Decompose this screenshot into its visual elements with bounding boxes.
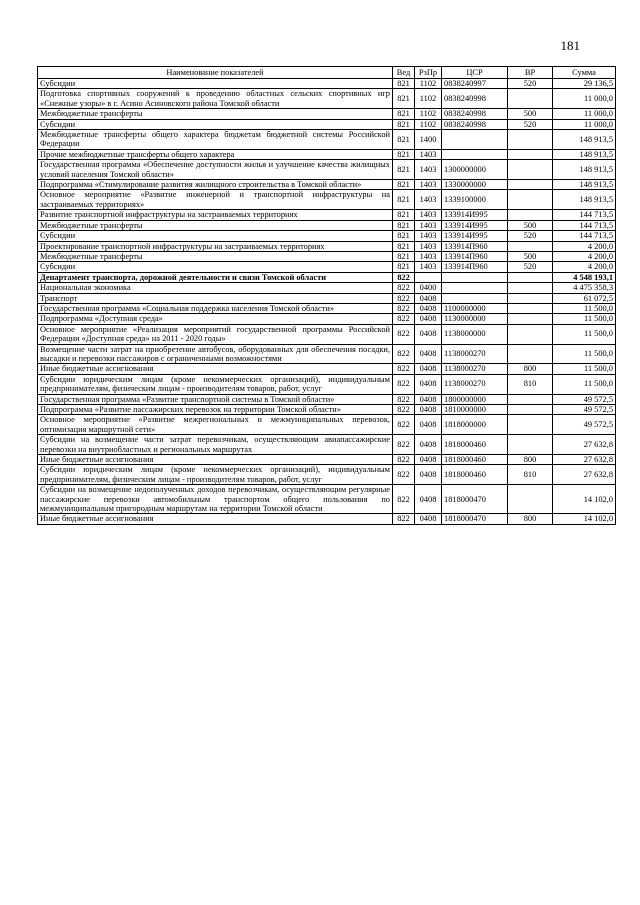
cell-rzpr: 1403 [415,262,442,272]
cell-rzpr: 0408 [415,303,442,313]
cell-csr: 133914И995 [442,210,508,220]
cell-ved: 821 [393,262,415,272]
cell-ved: 821 [393,89,415,109]
cell-rzpr: 0408 [415,394,442,404]
cell-ved: 822 [393,344,415,364]
cell-csr: 133914П960 [442,251,508,261]
table-row [38,119,616,129]
table-row [38,374,616,394]
cell-ved: 822 [393,324,415,344]
cell-name: Субсидии юридическим лицам (кроме некоммерческих организаций), индивидуальным предпринимателям, физическим лицам - производителям товаров, работ, услуг [38,374,393,394]
cell-sum: 49 572,5 [553,415,616,435]
cell-vr [508,314,553,324]
table-row [38,394,616,404]
cell-name: Субсидии [38,262,393,272]
cell-sum: 4 548 193,1 [553,272,616,282]
cell-sum: 29 136,5 [553,79,616,89]
cell-vr: 800 [508,455,553,465]
cell-csr: 1818000460 [442,455,508,465]
cell-ved: 821 [393,119,415,129]
header-name: Наименование показателей [38,67,393,79]
cell-rzpr: 1403 [415,251,442,261]
cell-ved: 821 [393,241,415,251]
cell-rzpr: 1403 [415,241,442,251]
cell-csr: 0838240997 [442,79,508,89]
cell-csr: 1330000000 [442,180,508,190]
cell-csr: 133914И995 [442,231,508,241]
cell-sum: 148 913,5 [553,130,616,150]
cell-ved: 821 [393,190,415,210]
table-row [38,314,616,324]
cell-rzpr: 0408 [415,465,442,485]
cell-csr: 0838240998 [442,119,508,129]
cell-sum: 11 000,0 [553,109,616,119]
cell-csr [442,293,508,303]
table-row [38,415,616,435]
cell-sum: 14 102,0 [553,514,616,524]
cell-vr [508,344,553,364]
cell-ved: 822 [393,283,415,293]
cell-vr [508,210,553,220]
cell-csr: 1810000000 [442,405,508,415]
cell-rzpr: 0408 [415,364,442,374]
cell-vr [508,272,553,282]
cell-csr [442,130,508,150]
table-row [38,210,616,220]
cell-csr: 133914И995 [442,220,508,230]
cell-vr [508,435,553,455]
cell-sum: 27 632,8 [553,455,616,465]
cell-vr [508,415,553,435]
cell-ved: 822 [393,485,415,514]
cell-sum: 148 913,5 [553,160,616,180]
cell-ved: 821 [393,79,415,89]
cell-csr: 1138000270 [442,364,508,374]
cell-name: Транспорт [38,293,393,303]
cell-rzpr: 1403 [415,231,442,241]
cell-rzpr: 1403 [415,180,442,190]
cell-ved: 822 [393,314,415,324]
cell-name: Основное мероприятие «Реализация мероприятий государственной программы Российской Федерации «Доступная среда» на 2011 - 2020 годы» [38,324,393,344]
cell-sum: 11 500,0 [553,303,616,313]
cell-vr [508,149,553,159]
cell-name: Субсидии [38,231,393,241]
cell-csr: 1300000000 [442,160,508,180]
cell-vr [508,241,553,251]
cell-vr [508,130,553,150]
table-row [38,79,616,89]
cell-vr [508,293,553,303]
cell-ved: 822 [393,364,415,374]
cell-name: Департамент транспорта, дорожной деятельности и связи Томской области [38,272,393,282]
cell-name: Возмещение части затрат на приобретение автобусов, оборудованных для обеспечения посадки, высадки и перевозки пассажиров с ограниченными возможностями [38,344,393,364]
cell-vr: 500 [508,251,553,261]
cell-rzpr: 0408 [415,374,442,394]
table-row [38,364,616,374]
cell-rzpr: 0408 [415,415,442,435]
cell-name: Развитие транспортной инфраструктуры на застраиваемых территориях [38,210,393,220]
table-row [38,262,616,272]
cell-vr [508,180,553,190]
cell-sum: 61 072,5 [553,293,616,303]
cell-name: Подпрограмма «Стимулирование развития жилищного строительства в Томской области» [38,180,393,190]
cell-sum: 49 572,5 [553,405,616,415]
header-sum: Сумма [553,67,616,79]
cell-rzpr: 0408 [415,405,442,415]
cell-csr: 1818000000 [442,415,508,435]
cell-ved: 821 [393,149,415,159]
cell-rzpr: 1403 [415,149,442,159]
cell-vr: 810 [508,465,553,485]
cell-ved: 822 [393,303,415,313]
cell-rzpr: 1102 [415,119,442,129]
cell-vr: 520 [508,119,553,129]
cell-rzpr: 1403 [415,190,442,210]
cell-sum: 148 913,5 [553,190,616,210]
cell-rzpr: 0408 [415,293,442,303]
table-row [38,180,616,190]
cell-ved: 822 [393,405,415,415]
table-row [38,344,616,364]
cell-csr: 1138000000 [442,324,508,344]
cell-vr [508,303,553,313]
header-rzpr: РзПр [415,67,442,79]
cell-name: Субсидии на возмещение недополученных доходов перевозчикам, осуществляющим регулярные пассажирские перевозки автомобильным транспортом общего пользования по межмуниципальным пригородным маршрутам на территории Томской области [38,485,393,514]
cell-vr [508,89,553,109]
cell-vr [508,405,553,415]
cell-csr: 133914П960 [442,241,508,251]
cell-name: Государственная программа «Развитие транспортной системы в Томской области» [38,394,393,404]
cell-name: Подготовка спортивных сооружений к проведению областных сельских спортивных игр «Снежные узоры» в г. Асино Асиновского района Томской области [38,89,393,109]
cell-name: Основное мероприятие «Развитие межрегиональных и межмуниципальных перевозок, оптимизация маршрутной сети» [38,415,393,435]
cell-vr: 810 [508,374,553,394]
table-row [38,324,616,344]
cell-name: Государственная программа «Обеспечение доступности жилья и улучшение качества жилищных условий населения Томской области» [38,160,393,180]
cell-csr: 1339100000 [442,190,508,210]
cell-sum: 4 200,0 [553,241,616,251]
cell-sum: 14 102,0 [553,485,616,514]
cell-csr [442,149,508,159]
cell-csr: 1130000000 [442,314,508,324]
cell-vr [508,283,553,293]
cell-rzpr: 1403 [415,220,442,230]
page-number: 181 [560,38,580,53]
cell-csr: 1818000470 [442,485,508,514]
cell-rzpr: 1102 [415,89,442,109]
cell-ved: 822 [393,435,415,455]
cell-rzpr: 0400 [415,283,442,293]
cell-rzpr: 0408 [415,514,442,524]
cell-sum: 4 200,0 [553,251,616,261]
cell-rzpr: 1102 [415,79,442,89]
cell-ved: 821 [393,231,415,241]
cell-ved: 821 [393,180,415,190]
header-csr: ЦСР [442,67,508,79]
table-row [38,130,616,150]
cell-sum: 11 500,0 [553,314,616,324]
cell-ved: 822 [393,455,415,465]
cell-name: Проектирование транспортной инфраструктуры на застраиваемых территориях [38,241,393,251]
cell-csr: 1818000460 [442,435,508,455]
cell-rzpr: 1403 [415,160,442,180]
cell-vr: 800 [508,364,553,374]
table-row [38,272,616,282]
cell-name: Межбюджетные трансферты [38,220,393,230]
cell-sum: 144 713,5 [553,231,616,241]
cell-name: Подпрограмма «Доступная среда» [38,314,393,324]
table-row [38,465,616,485]
cell-sum: 49 572,5 [553,394,616,404]
cell-vr [508,324,553,344]
table-row [38,149,616,159]
cell-vr [508,394,553,404]
cell-name: Прочие межбюджетные трансферты общего характера [38,149,393,159]
budget-table [37,66,616,525]
cell-name: Иные бюджетные ассигнования [38,455,393,465]
cell-vr: 520 [508,79,553,89]
cell-name: Национальная экономика [38,283,393,293]
cell-csr [442,272,508,282]
cell-sum: 11 000,0 [553,119,616,129]
cell-ved: 821 [393,210,415,220]
cell-ved: 822 [393,272,415,282]
table-body [38,79,616,525]
cell-sum: 11 500,0 [553,324,616,344]
cell-vr: 500 [508,220,553,230]
cell-csr: 1138000270 [442,374,508,394]
cell-ved: 822 [393,374,415,394]
header-vr: ВР [508,67,553,79]
cell-rzpr: 1102 [415,109,442,119]
cell-sum: 144 713,5 [553,220,616,230]
cell-vr [508,485,553,514]
cell-rzpr: 0408 [415,455,442,465]
cell-name: Субсидии юридическим лицам (кроме некоммерческих организаций), индивидуальным предпринимателям, физическим лицам - производителям товаров, работ, услуг [38,465,393,485]
cell-ved: 821 [393,130,415,150]
cell-name: Субсидии [38,119,393,129]
cell-vr: 500 [508,109,553,119]
cell-ved: 822 [393,293,415,303]
cell-vr: 520 [508,231,553,241]
cell-name: Субсидии [38,79,393,89]
cell-csr: 133914П960 [442,262,508,272]
cell-csr: 1800000000 [442,394,508,404]
table-header [38,67,616,79]
cell-ved: 821 [393,109,415,119]
cell-name: Межбюджетные трансферты общего характера бюджетам бюджетной системы Российской Федерации [38,130,393,150]
table-row [38,455,616,465]
cell-sum: 148 913,5 [553,149,616,159]
cell-csr: 1818000470 [442,514,508,524]
cell-ved: 822 [393,394,415,404]
table-row [38,303,616,313]
table-row [38,514,616,524]
cell-csr: 0838240998 [442,109,508,119]
cell-rzpr: 0408 [415,314,442,324]
cell-name: Иные бюджетные ассигнования [38,514,393,524]
cell-ved: 821 [393,251,415,261]
cell-csr: 1138000270 [442,344,508,364]
cell-vr [508,160,553,180]
cell-sum: 11 500,0 [553,374,616,394]
table-row [38,231,616,241]
cell-ved: 822 [393,415,415,435]
cell-name: Субсидии на возмещение части затрат перевозчикам, осуществляющим авиапассажирские перевозки на внутриобластных и региональных маршрутах [38,435,393,455]
cell-rzpr: 0408 [415,485,442,514]
table-row [38,89,616,109]
table-row [38,485,616,514]
cell-sum: 11 500,0 [553,344,616,364]
table-row [38,190,616,210]
cell-ved: 822 [393,465,415,485]
table-row [38,160,616,180]
cell-rzpr: 0408 [415,344,442,364]
cell-sum: 27 632,8 [553,465,616,485]
table-row [38,251,616,261]
table-row [38,283,616,293]
cell-vr: 520 [508,262,553,272]
cell-name: Основное мероприятие «Развитие инженерной и транспортной инфраструктуры на застраиваемых территориях» [38,190,393,210]
cell-name: Иные бюджетные ассигнования [38,364,393,374]
cell-sum: 27 632,8 [553,435,616,455]
cell-sum: 4 200,0 [553,262,616,272]
cell-vr [508,190,553,210]
cell-csr: 1818000460 [442,465,508,485]
cell-sum: 11 500,0 [553,364,616,374]
header-row [38,67,616,79]
table-row [38,435,616,455]
cell-sum: 148 913,5 [553,180,616,190]
cell-ved: 821 [393,220,415,230]
cell-csr: 0838240998 [442,89,508,109]
header-ved: Вед [393,67,415,79]
cell-rzpr [415,272,442,282]
cell-rzpr: 1403 [415,210,442,220]
cell-sum: 4 475 358,3 [553,283,616,293]
cell-ved: 821 [393,160,415,180]
table-row [38,109,616,119]
cell-sum: 11 000,0 [553,89,616,109]
cell-name: Государственная программа «Социальная поддержка населения Томской области» [38,303,393,313]
cell-name: Подпрограмма «Развитие пассажирских перевозок на территории Томской области» [38,405,393,415]
cell-rzpr: 0408 [415,435,442,455]
cell-vr: 800 [508,514,553,524]
cell-csr [442,283,508,293]
table-row [38,220,616,230]
cell-ved: 822 [393,514,415,524]
cell-sum: 144 713,5 [553,210,616,220]
cell-rzpr: 1400 [415,130,442,150]
cell-csr: 1100000000 [442,303,508,313]
table-row [38,405,616,415]
table-row [38,241,616,251]
cell-rzpr: 0408 [415,324,442,344]
cell-name: Межбюджетные трансферты [38,109,393,119]
cell-name: Межбюджетные трансферты [38,251,393,261]
table-row [38,293,616,303]
